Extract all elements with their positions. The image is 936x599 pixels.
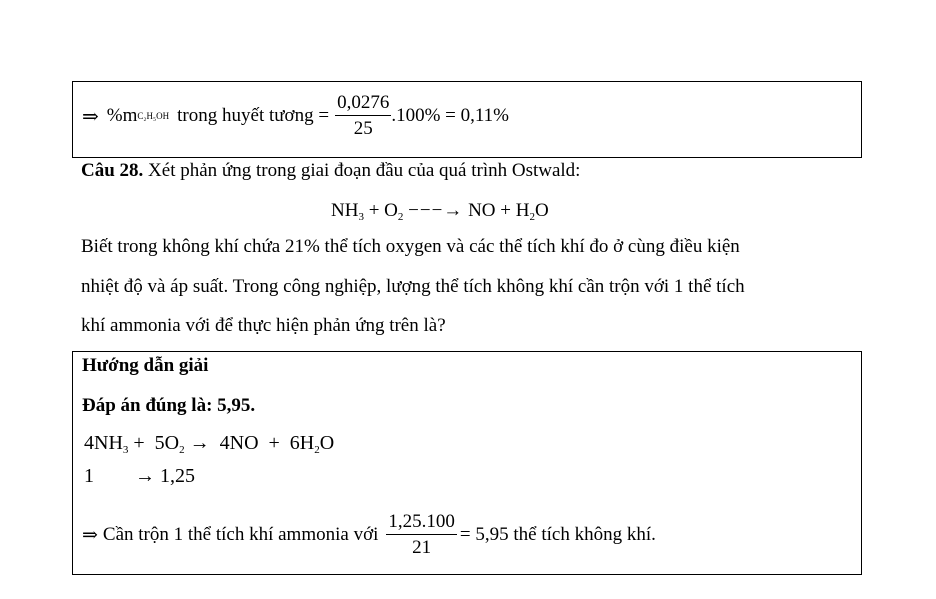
arrow-icon: → xyxy=(189,432,210,454)
dashed-arrow-icon: −−−→ xyxy=(408,200,464,221)
solution-heading: Hướng dẫn giải xyxy=(82,355,209,376)
previous-result-line: ⇒ %m C₂H₅OH trong huyết tương = $\frac{0,0276}{25}$ .100% = 0,11% xyxy=(82,85,509,147)
question-body-line-1: Biết trong không khí chứa 21% thể tích oxygen và các thể tích khí đo ở cùng điều kiện xyxy=(81,236,740,257)
fraction: $\frac{0,0276}{25}$ xyxy=(337,91,390,139)
correct-answer: Đáp án đúng là: 5,95. xyxy=(82,395,256,416)
implies-icon: ⇒ xyxy=(82,105,99,128)
question-body-line-2: nhiệt độ và áp suất. Trong công nghiệp, lượng thể tích không khí cần trộn với 1 thể tích xyxy=(81,276,745,297)
reaction-equation: $NH_3 + O_2$ −−−→ NO + $H_2O$ xyxy=(331,200,549,223)
implies-icon: ⇒ xyxy=(82,524,98,546)
mole-ratio: 1 → 1,25 xyxy=(84,465,195,487)
question-label: Câu 28. xyxy=(81,160,144,181)
fraction: $\frac{1,25.100}{21}$ xyxy=(388,510,455,558)
question-body-line-3: khí ammonia với để thực hiện phản ứng trên là? xyxy=(81,315,446,336)
conclusion-line: ⇒ Cần trộn 1 thể tích khí ammonia với $\frac{1,25.100}{21}$ = 5,95 thể tích không khí. xyxy=(82,505,656,565)
arrow-icon: → xyxy=(135,465,155,487)
balanced-equation: $4NH_3 + 5O_2 \to 4NO + 6H_2O$ xyxy=(84,432,335,456)
question-heading: Câu 28. Xét phản ứng trong giai đoạn đầu của quá trình Ostwald: xyxy=(81,160,581,181)
